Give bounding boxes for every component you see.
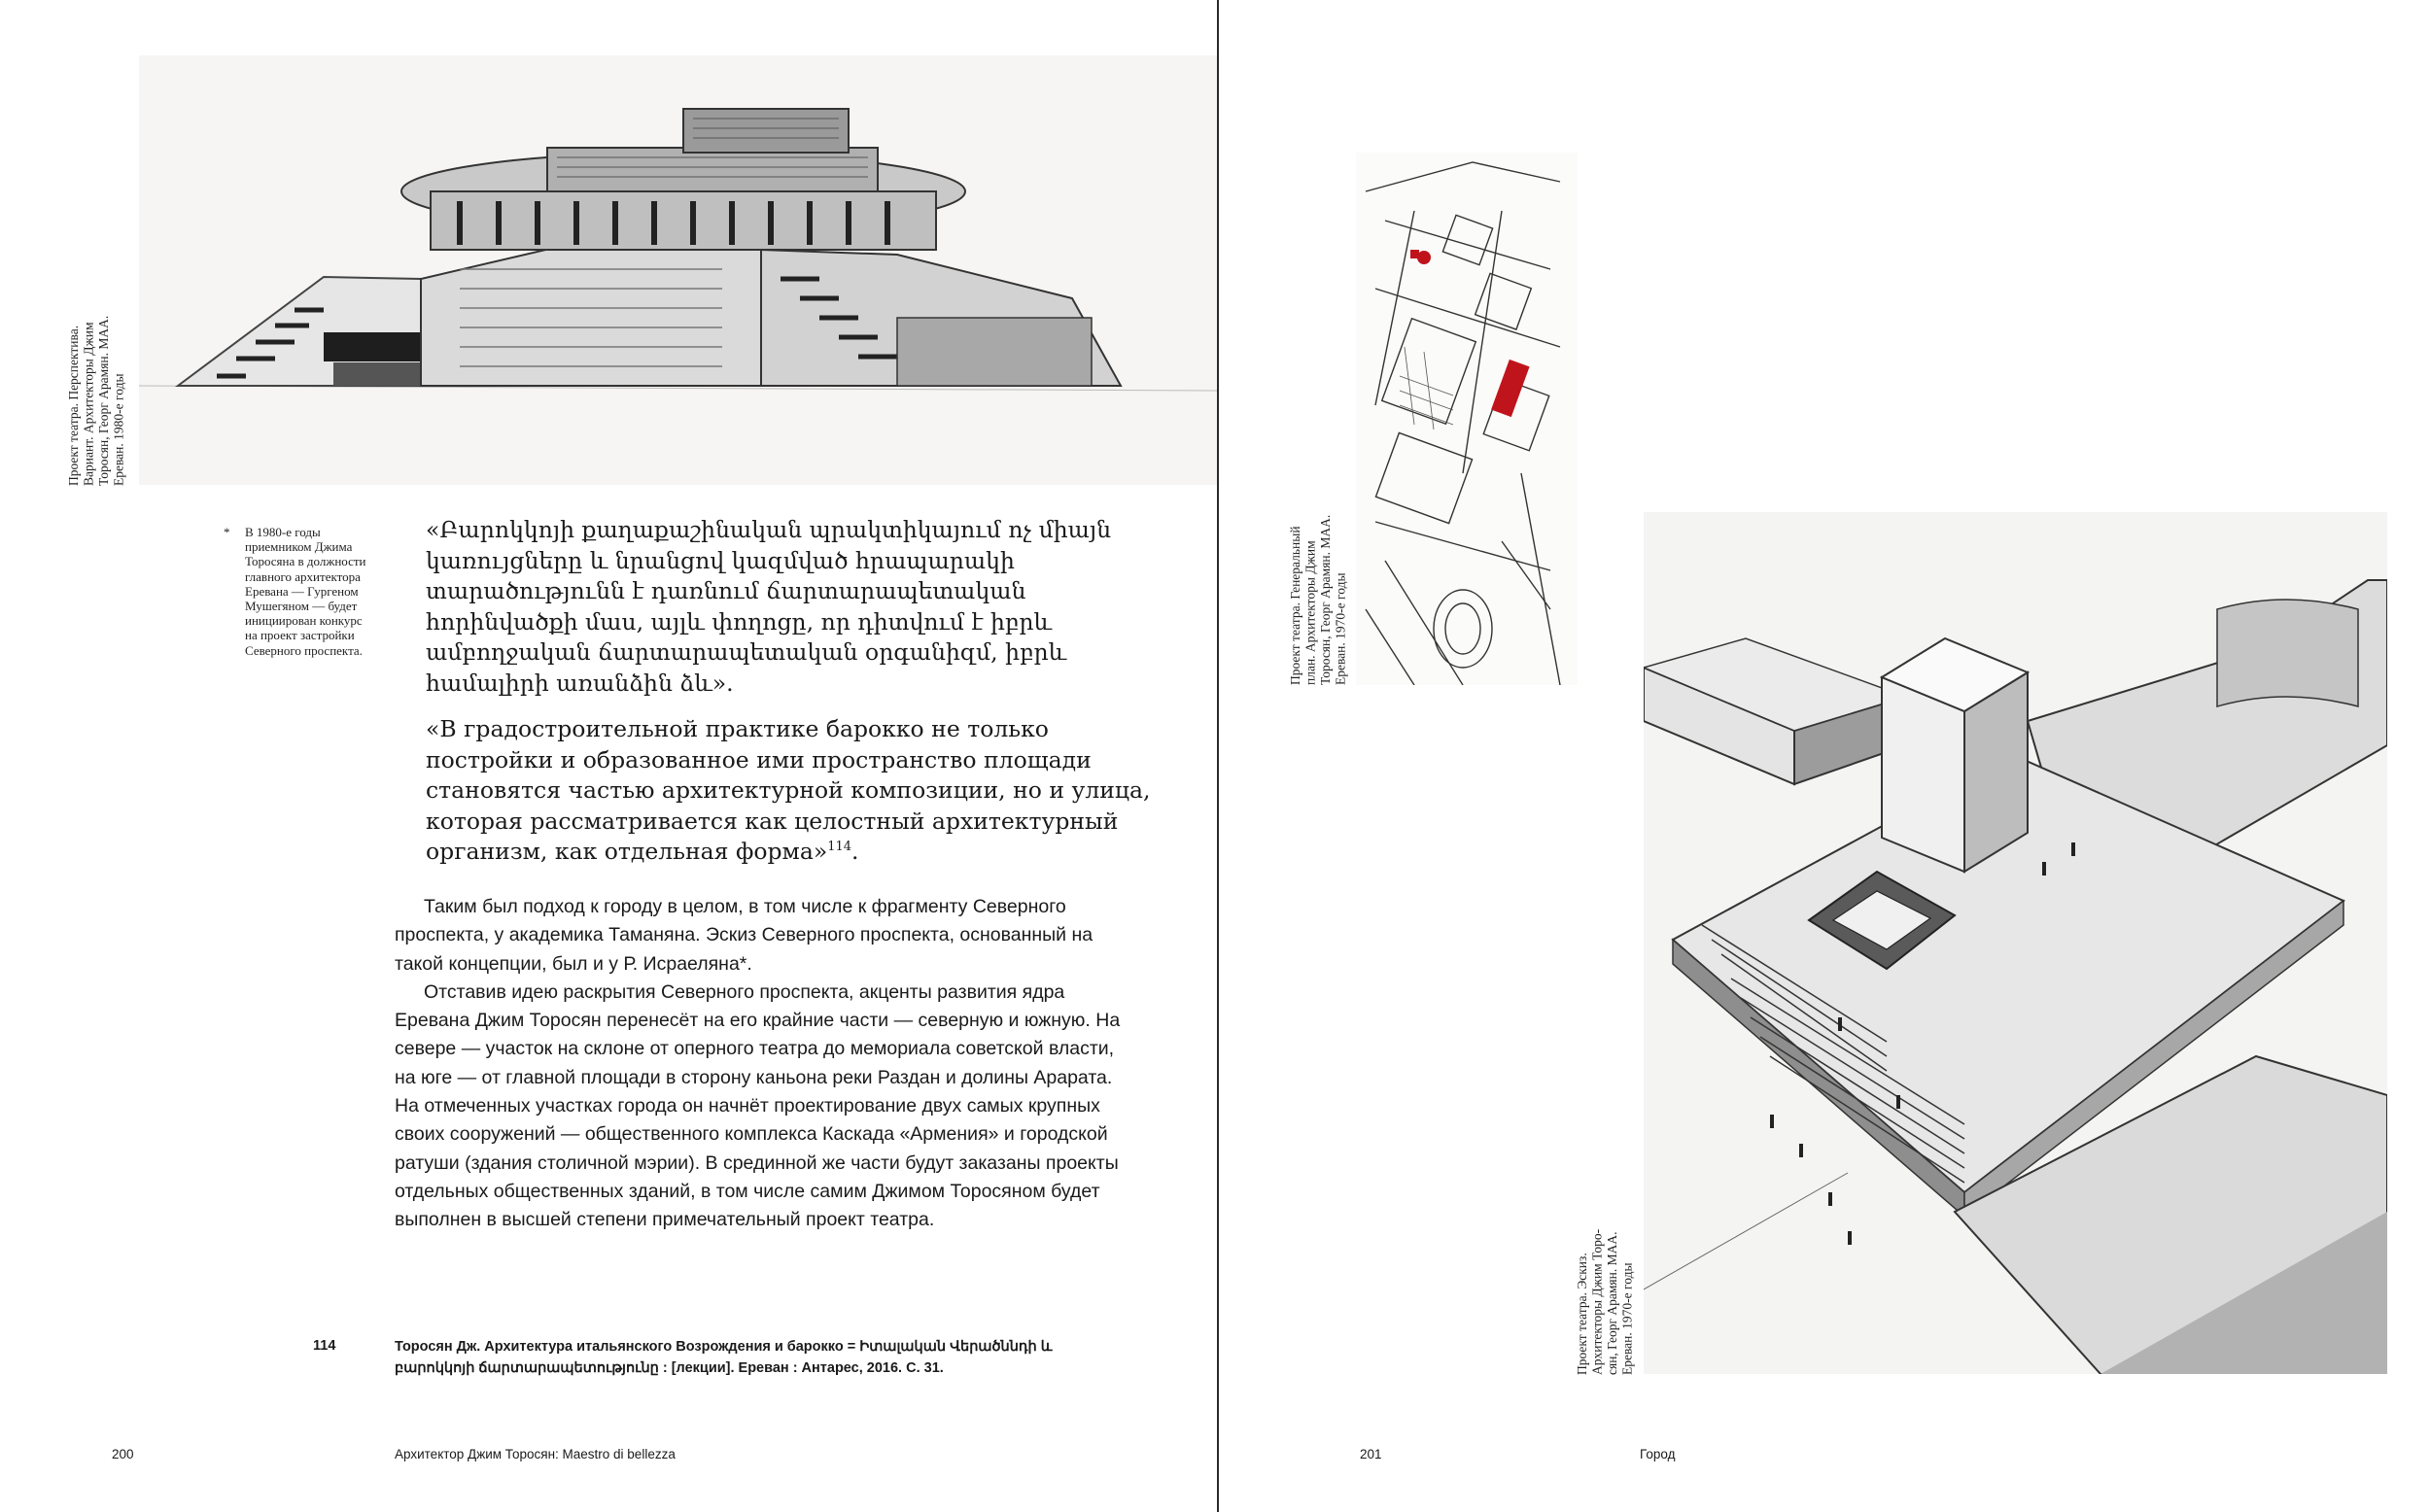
theatre-sketch-drawing [1644,512,2387,1374]
footnote-ref-114[interactable]: 114 [827,840,852,855]
caption-perspective: Проект театра. Перспектива. Вариант. Архитекторы Джим Торосян, Георг Арамян. МАА. Ереван. 1980-е годы [66,315,126,486]
body-paragraph-2: Отставив идею раскрытия Северного проспекта, акценты развития ядра Еревана Джим Торосян перенесёт на его крайние части — северную и южную. На севере — участок на склоне от оперного театра до мемориала советской власти, на юге — от главной площади в сторону каньона реки Раздан и долины Арарата. На отмеченных участках города он начнёт проектирование двух самых крупных своих сооружений — общественного комплекса Каскада «Армения» и городской ратуши (здания столичной мэрии). В срединной же части будут заказаны проекты отдельных общественных зданий, в том числе самим Джимом Торосяном будет выполнен в высшей степени примечательный проект театра. [395,980,1121,1231]
site-plan-drawing [1356,153,1578,685]
footnote-text: Торосян Дж. Архитектура итальянского Возрождения и барокко = Իտալական Վերածննդի և բարոկկոյի ճարտարապետությունը : [лекции]. Ереван : Антарес, 2016. С. 31. [395,1339,1053,1376]
page-number-right: 201 [1360,1447,1382,1461]
caption-site-plan: Проект театра. Генеральный план. Архитекторы Джим Торосян, Георг Арамян. МАА. Ереван. 1970-е годы [1288,514,1348,685]
sidenote-text: В 1980-е годы приемником Джима Торосяна в должности главного архитектора Еревана — Гургеном Мушегяном — будет инициирован конкурс на проект застройки Северного проспекта. [245,525,366,658]
quote-russian [426,714,1164,868]
footnote-number: 114 [313,1338,336,1354]
sidenote-marker: * [224,525,230,539]
caption-sketch: Проект театра. Эскиз. Архитекторы Джим Торо- сян, Георг Арамян. МАА. Ереван. 1970-е годы [1575,1228,1635,1375]
right-page [1219,0,2430,1512]
running-title-right: Город [1640,1447,1676,1461]
running-title-left: Архитектор Джим Торосян: Maestro di bellezza [395,1447,676,1461]
theatre-perspective-drawing [139,55,1217,485]
body-text [395,893,1135,1235]
quote-russian-text: «В градостроительной практике барокко не только постройки и образованное ими пространство площади становятся частью архитектурной композиции, но и улица, которая рассматривается как целостный архитектурный организм, как отдельная форма» [426,715,1151,865]
quote-armenian: «Բարոկկոյի քաղաքաշինական պրակտիկայում ոչ միայն կառույցները և նրանցով կազմված հրապարակի տարածությունն է դառնում ճարտարապետական հորինվածքի մաս, այլև փողոցը, որ դիտվում է իբրև ամբողջական ճարտարապետական օրգանիզմ, իբրև համալիրի առանձին ձև». [426,516,1112,697]
quote-russian-end: . [851,838,859,865]
body-paragraph-1: Таким был подход к городу в целом, в том числе к фрагменту Северного проспекта, у академика Таманяна. Эскиз Северного проспекта, основанный на такой концепции, был и у Р. Исраеляна*. [395,896,1094,975]
sidenote [224,525,367,658]
page-number-left: 200 [112,1447,134,1461]
